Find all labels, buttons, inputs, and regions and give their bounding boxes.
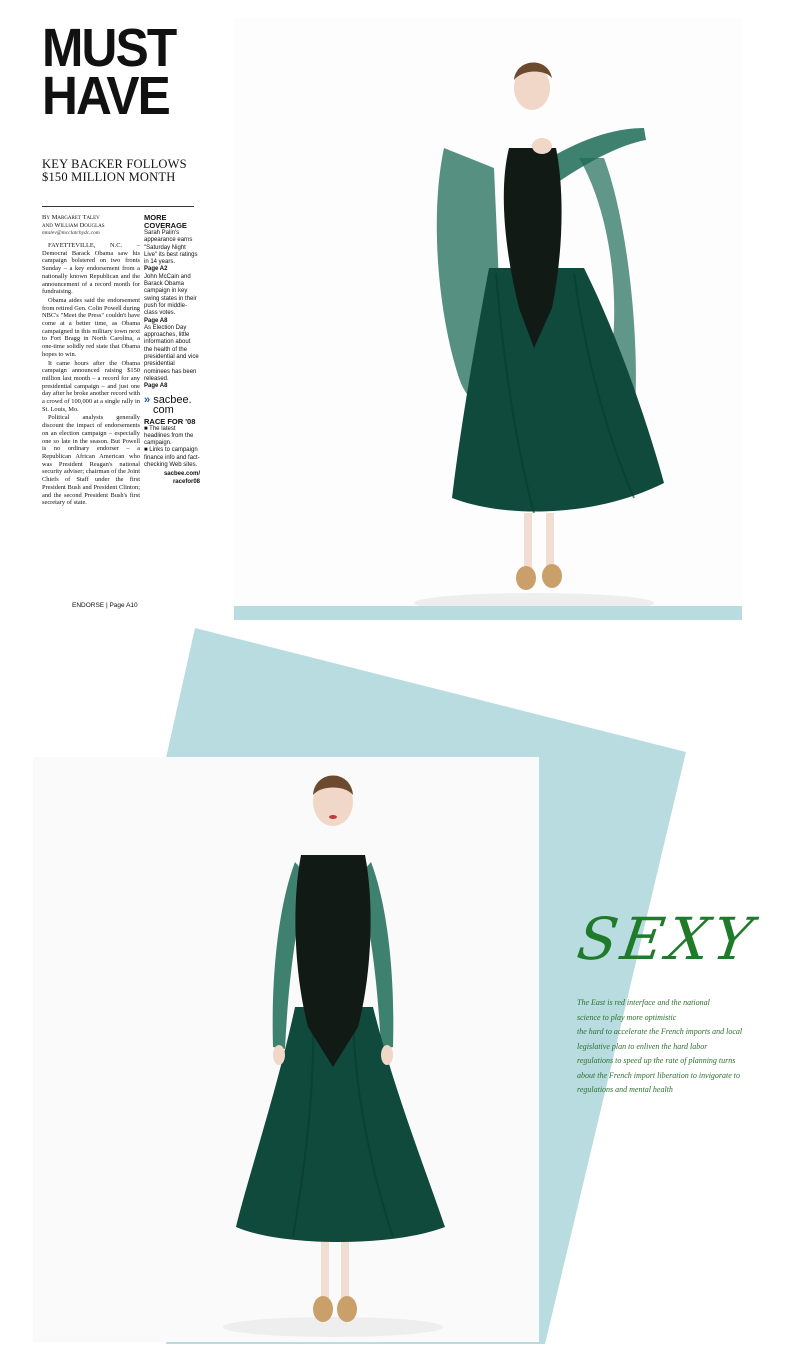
description-line: The East is red interface and the national bbox=[577, 998, 710, 1007]
article-body bbox=[42, 242, 140, 508]
masthead bbox=[42, 18, 186, 126]
feature-title: SEXY bbox=[573, 905, 761, 973]
dancer-figure-front bbox=[33, 757, 539, 1342]
byline-line: and William Douglas bbox=[42, 221, 105, 229]
description-line: the hard to accelerate the French imports and local bbox=[577, 1027, 743, 1036]
article-paragraph: Political analysts generally discount the impact of endorsements on an election campaign – especially one so late in the season. But Powell is no ordinary endorser – a Republican African American who was President Reagan's national security adviser; chairman of the Joint Chiefs of Staff under the first President Bush and President Clinton; and the second President Bush's first secretary of state. bbox=[42, 414, 140, 507]
description-line: regulations to speed up the rate of planning turns bbox=[577, 1056, 736, 1065]
sidebar-heading: COVERAGE bbox=[144, 221, 187, 230]
masthead-line: HAVE bbox=[42, 66, 169, 126]
byline bbox=[42, 214, 142, 229]
more-coverage-sidebar bbox=[144, 214, 200, 486]
author-email: mtalev@mcclatchydc.com bbox=[42, 230, 100, 236]
sidebar-page-ref: Page A2 bbox=[144, 266, 168, 273]
bottom-model-photo bbox=[33, 757, 539, 1342]
site-logo-text: com bbox=[153, 403, 174, 416]
sidebar-item: Sarah Palin's appearance earns "Saturday Night Live" its best ratings in 14 years. bbox=[144, 230, 198, 266]
teal-accent-strip bbox=[234, 606, 742, 620]
sidebar-heading: MORE bbox=[144, 213, 167, 222]
headline-line: $150 MILLION MONTH bbox=[42, 170, 176, 184]
article-paragraph: FAYETTEVILLE, N.C. – Democrat Barack Obama saw his campaign bolstered on two fronts Sunday – a key endorsement from a nationally known Republican and the announcement of a record month for fundraising. bbox=[42, 242, 140, 296]
sidebar-item: As Election Day approaches, little information about the health of the presidential and vice presidential nominees has been released. bbox=[144, 324, 199, 382]
race-url: sacbee.com/ bbox=[163, 471, 200, 478]
feature-description bbox=[577, 996, 777, 1098]
description-line: legislative plan to enliven the hard labor bbox=[577, 1041, 708, 1051]
race-url: racefor08 bbox=[172, 478, 200, 485]
top-model-photo bbox=[234, 18, 742, 620]
description-line: science to play more optimistic bbox=[577, 1012, 677, 1022]
divider bbox=[42, 206, 194, 207]
chevron-right-icon: » bbox=[144, 393, 151, 406]
site-logo bbox=[144, 395, 200, 415]
description-line: regulations and mental health bbox=[577, 1085, 673, 1094]
headline bbox=[42, 158, 194, 184]
race-heading: RACE FOR '08 bbox=[144, 416, 196, 426]
sidebar-page-ref: Page A8 bbox=[144, 383, 168, 390]
masthead-line: MUST bbox=[42, 18, 176, 78]
sidebar-item: John McCain and Barack Obama campaign in key swing states in their push for middle-class votes. bbox=[144, 273, 197, 317]
sidebar-page-ref: Page A8 bbox=[144, 317, 168, 324]
description-line: about the French import liberation to invigorate to bbox=[577, 1070, 741, 1080]
headline-line: KEY BACKER FOLLOWS bbox=[42, 157, 187, 171]
race-item: ■ Links to campaign finance info and fact-checking Web sites. bbox=[144, 447, 200, 469]
race-item: ■ The latest headlines from the campaign. bbox=[144, 425, 194, 447]
newspaper-clipping bbox=[36, 18, 200, 609]
jump-line: ENDORSE | Page A10 bbox=[72, 602, 138, 609]
article-paragraph: It came hours after the Obama campaign announced raising $150 million last month – a record for any presidential campaign – and just one day after he broke another record with a crowd of 100,000 at a single rally in St. Louis, Mo. bbox=[42, 359, 140, 413]
byline-line: By Margaret Talev bbox=[42, 214, 100, 221]
dancer-figure-pose bbox=[234, 18, 742, 620]
article-paragraph: Obama aides said the endorsement from retired Gen. Colin Powell during NBC's "Meet the Press" couldn't have come at a better time, as Obama campaigned in this military town next to Fort Bragg in North Carolina, a one-time solidly red state that Obama hopes to win. bbox=[42, 296, 140, 358]
site-logo-text: sacbee. bbox=[153, 393, 192, 406]
